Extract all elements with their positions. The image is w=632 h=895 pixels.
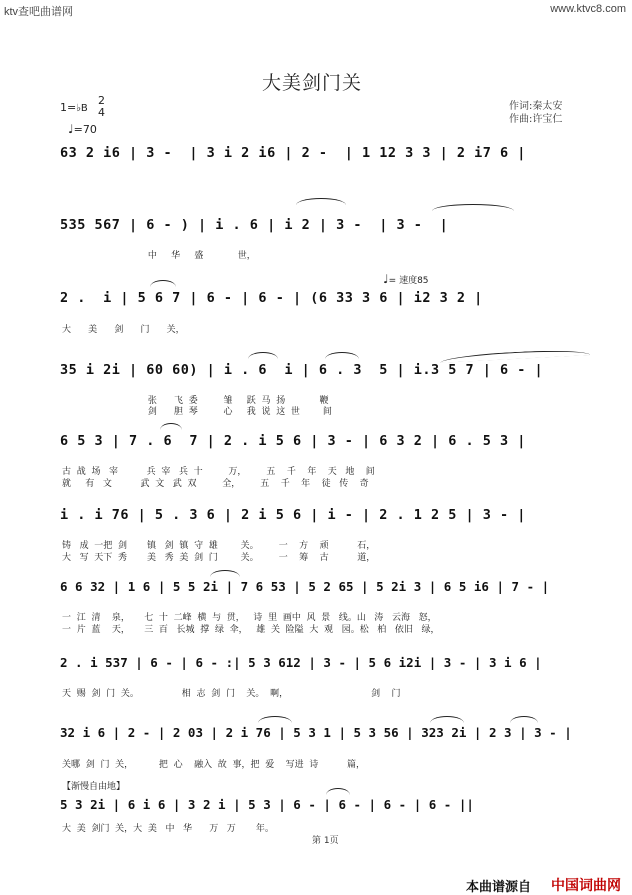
watermark-right: www.ktvc8.com bbox=[550, 3, 626, 15]
lyrics-row-6b: 大 写 天下 秀 美 秀 美 剑 门 关。 一 筹 古 道， bbox=[62, 553, 376, 563]
notation-row-9: 32 i 6 | 2 - | 2 03 | 2 i 76 | 5 3 1 | 5 3 56 | 323 2i | 2 3 | 3 - | bbox=[60, 725, 572, 740]
time-signature bbox=[98, 95, 105, 119]
key-signature bbox=[60, 101, 88, 114]
score-row-5 bbox=[60, 433, 600, 459]
lyrics-row-4a: 张 飞 委 雏 跃 马 扬 鞭 bbox=[62, 396, 329, 406]
notation-row-2: 535 567 | 6 - ) | i . 6 | i 2 | 3 - | 3 - | bbox=[60, 217, 449, 233]
time-denominator: 4 bbox=[98, 106, 105, 119]
lyrics-row-8: 天 赐 剑 门 关。 相 志 剑 门 关。 啊， 剑 门 bbox=[62, 689, 401, 699]
score-row-3 bbox=[60, 290, 600, 316]
notation-row-5: 6 5 3 | 7 . 6 7 | 2 . i 5 6 | 3 - | 6 3 2 | 6 . 5 3 | bbox=[60, 433, 526, 449]
song-title: 大美剑门关 bbox=[262, 72, 363, 94]
score-row-8 bbox=[60, 655, 600, 681]
quarter-note-icon: ♩ bbox=[68, 122, 74, 136]
credits bbox=[509, 100, 562, 126]
notation-row-10: 5 3 2i | 6 i 6 | 3 2 i | 5 3 | 6 - | 6 - | 6 - | 6 - || bbox=[60, 797, 474, 812]
composer: 作曲:许宝仁 bbox=[509, 114, 563, 125]
score-row-7 bbox=[60, 579, 600, 605]
lyrics-row-2: 中 华 盛 世， bbox=[62, 251, 256, 261]
page-number: 第 1页 bbox=[312, 836, 339, 846]
section-label-free: 【渐慢自由地】 bbox=[62, 782, 126, 792]
slur-mark bbox=[430, 716, 464, 723]
score-row-9 bbox=[60, 725, 600, 751]
fermata-mark bbox=[326, 788, 350, 795]
lyrics-row-10: 大 美 剑门 关，大 美 中 华 万 万 年。 bbox=[62, 824, 274, 834]
lyrics-row-5a: 古 战 场 宰 兵 宰 兵 十 万， 五 千 年 天 地 间 bbox=[62, 467, 375, 477]
footer-source-label: 本曲谱源自 bbox=[466, 880, 532, 895]
tempo-marking bbox=[68, 122, 97, 136]
tempo-value: =70 bbox=[73, 123, 97, 136]
lyrics-row-4b: 剑 胆 琴 心 我 说 这 世 间 bbox=[62, 407, 332, 417]
lyrics-row-3: 大 美 剑 门 关， bbox=[62, 325, 185, 335]
slur-mark bbox=[160, 423, 182, 430]
key-prefix: 1= bbox=[60, 101, 77, 114]
lyrics-row-6a: 铸 成 一把 剑 镇 剑 镇 守 雄 关。 一 方 顽 石， bbox=[62, 541, 376, 551]
score-row-6 bbox=[60, 507, 600, 533]
notation-row-1: 63 2 i6 | 3 - | 3 i 2 i6 | 2 - | 1 12 3 3 | 2 i7 6 | bbox=[60, 145, 526, 161]
key-name: ♭B bbox=[76, 103, 88, 114]
score-row-10 bbox=[60, 797, 600, 823]
notation-row-7: 6 6 32 | 1 6 | 5 5 2i | 7 6 53 | 5 2 65 | 5 2i 3 | 6 5 i6 | 7 - | bbox=[60, 579, 550, 594]
lyrics-row-9: 关哪 剑 门 关， 把 心 融入 故 事，把 爱 写进 诗 篇， bbox=[62, 760, 366, 770]
quarter-note-icon-2: ♩ bbox=[383, 272, 389, 286]
watermark-left: ktv查吧曲谱网 bbox=[4, 6, 74, 18]
notation-row-3: 2 . i | 5 6 7 | 6 - | 6 - | (6 33 3 6 | i2 3 2 | bbox=[60, 290, 483, 306]
score-row-4 bbox=[60, 362, 600, 388]
lyrics-row-7b: 一 片 蓝 天， 三 百 长城 撑 绿 伞， 雄 关 险隘 大 观 园。松 柏 依旧 绿， bbox=[62, 625, 440, 635]
slur-mark bbox=[210, 570, 240, 577]
slur-mark bbox=[325, 352, 359, 359]
score-row-2 bbox=[60, 217, 600, 243]
slur-mark bbox=[296, 198, 346, 205]
slur-mark bbox=[258, 716, 292, 723]
notation-row-6: i . i 76 | 5 . 3 6 | 2 i 5 6 | i - | 2 . 1 2 5 | 3 - | bbox=[60, 507, 526, 523]
tempo-change-value: = 速度85 bbox=[388, 276, 429, 286]
time-numerator: 2 bbox=[98, 94, 105, 107]
slur-mark bbox=[248, 352, 278, 359]
notation-row-8: 2 . i 537 | 6 - | 6 - :| 5 3 612 | 3 - | 5 6 i2i | 3 - | 3 i 6 | bbox=[60, 655, 542, 670]
tempo-change bbox=[383, 272, 429, 286]
notation-row-4: 35 i 2i | 60 60) | i . 6 i | 6 . 3 5 | i.3 5 7 | 6 - | bbox=[60, 362, 544, 378]
slur-mark bbox=[150, 280, 176, 287]
lyrics-row-5b: 就 有 文 武 文 武 双 全， 五 千 年 徒 传 奇 bbox=[62, 479, 369, 489]
footer-site-name: 中国词曲网 bbox=[551, 878, 621, 894]
score-row-1 bbox=[60, 145, 600, 171]
lyricist: 作词:秦太安 bbox=[509, 101, 563, 112]
slur-mark bbox=[432, 204, 514, 211]
slur-mark bbox=[510, 716, 538, 723]
slur-mark bbox=[440, 348, 590, 363]
lyrics-row-7a: 一 江 清 泉， 七 十 二峰 横 与 贯， 诗 里 画中 风 景 线。山 涛 云海 怒， bbox=[62, 613, 437, 623]
